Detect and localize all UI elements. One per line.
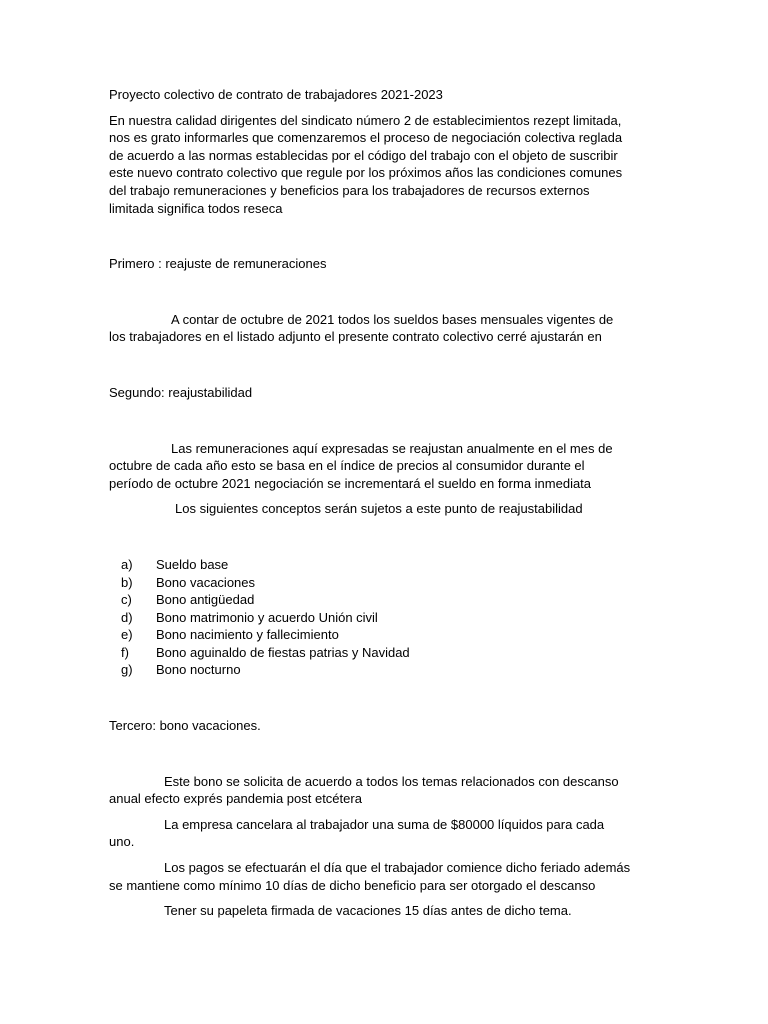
list-item [121,644,631,662]
list-item-text: Bono aguinaldo de fiestas patrias y Navidad [156,644,410,660]
tercero-paragraph-2: La empresa cancelara al trabajador una suma de $80000 líquidos para cada uno. [109,816,605,850]
list-item-text: Bono vacaciones [156,574,256,590]
list-item-text: Sueldo base [156,556,229,572]
list-item-text: Bono matrimonio y acuerdo Unión civil [156,609,378,625]
list-item-text: Bono nocturno [156,662,241,678]
document-page [109,86,631,920]
list-item [121,574,631,592]
list-marker: g) [121,662,133,678]
tercero-paragraph-1: Este bono se solicita de acuerdo a todos los temas relacionados con descanso anual efecto exprés pandemia post etcétera [109,773,619,807]
intro-paragraph: En nuestra calidad dirigentes del sindicato número 2 de establecimientos rezept limitada, nos es grato informarles que comenzaremos el proceso de negociación colectiva reglada de acuerdo a las normas establecidas por el código del trabajo con el objeto de suscribir este nuevo contrato colectivo que regule por los próximos años las condiciones comunes del trabajo remuneraciones y beneficios para los trabajadores de recursos externos limitada significa todos reseca [109,112,623,216]
document-title: Proyecto colectivo de contrato de trabajadores 2021-2023 [109,87,443,102]
list-marker: e) [121,627,133,643]
tercero-paragraph-3: Los pagos se efectuarán el día que el trabajador comience dicho feriado además se mantiene como mínimo 10 días de dicho beneficio para ser otorgado el descanso [109,860,631,893]
list-marker: d) [121,609,133,625]
segundo-paragraph-2: Los siguientes conceptos serán sujetos a este punto de reajustabilidad [175,501,583,517]
concepts-list [109,556,631,679]
list-marker: a) [121,556,133,572]
tercero-paragraph-4: Tener su papeleta firmada de vacaciones 15 días antes de dicho tema. [164,903,572,919]
list-item [121,661,631,679]
list-marker: c) [121,592,132,608]
list-item [121,609,631,627]
section-heading-segundo: Segundo: reajustabilidad [109,384,253,400]
list-item [121,626,631,644]
primero-paragraph: A contar de octubre de 2021 todos los sueldos bases mensuales vigentes de los trabajadores en el listado adjunto el presente contrato colectivo cerré ajustarán en [109,311,614,345]
list-item-text: Bono nacimiento y fallecimiento [156,627,339,643]
list-marker: b) [121,574,133,590]
segundo-paragraph-1: Las remuneraciones aquí expresadas se reajustan anualmente en el mes de octubre de cada año esto se basa en el índice de precios al consumidor durante el período de octubre 2021 negociación se incrementará el sueldo en forma inmediata [109,440,613,491]
section-heading-primero: Primero : reajuste de remuneraciones [109,256,327,272]
list-item-text: Bono antigüedad [156,592,255,608]
section-heading-tercero: Tercero: bono vacaciones. [109,718,261,734]
list-item [121,556,631,574]
list-item [121,591,631,609]
list-marker: f) [121,644,129,660]
